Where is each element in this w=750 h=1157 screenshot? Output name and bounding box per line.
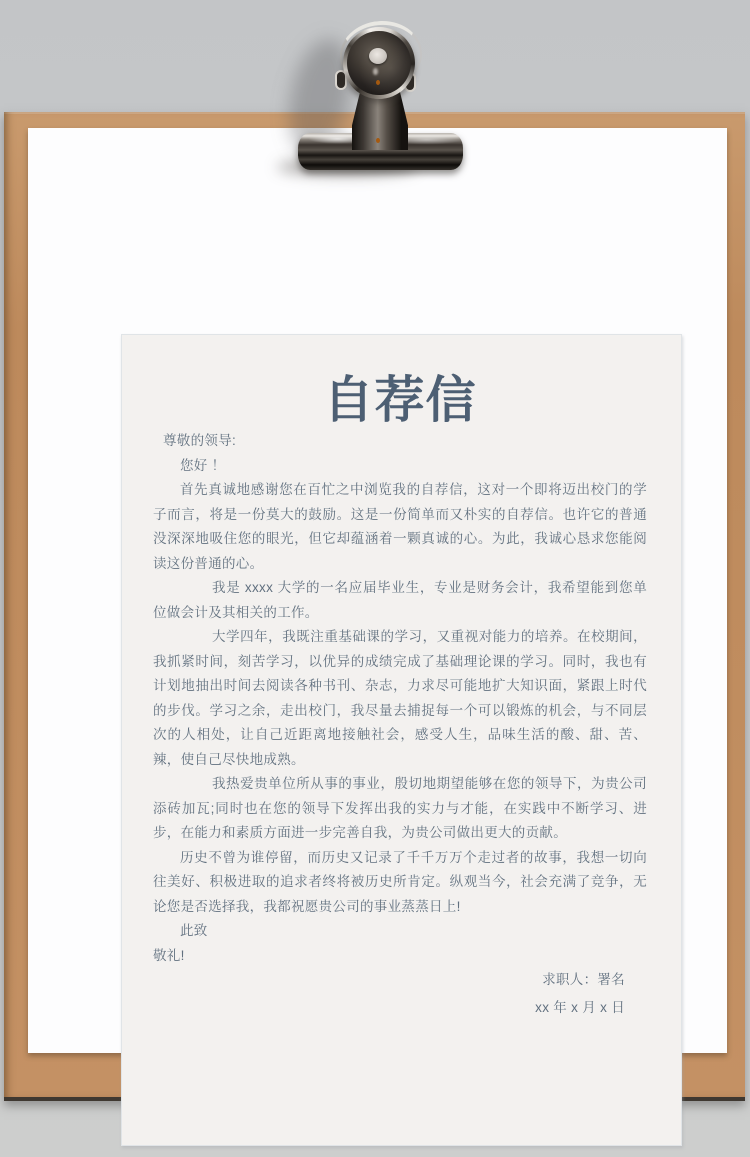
letter-sheet: [121, 334, 682, 1146]
signature-block: [153, 968, 647, 1020]
signature-date: xx 年 x 月 x 日: [535, 999, 625, 1015]
letter-paragraph: 我热爱贵单位所从事的事业，殷切地期望能够在您的领导下，为贵公司添砖加瓦;同时也在您的领导下发挥出我的实力与才能，在实践中不断学习、进步，在能力和素质方面进一步完善自我，为贵公司做出更大的贡献。: [153, 776, 647, 840]
letter-paragraph: 大学四年，我既注重基础课的学习，又重视对能力的培养。在校期间，我抓紧时间，刻苦学习，以优异的成绩完成了基础理论课的学习。同时，我也有计划地抽出时间去阅读各种书刊、杂志，力求尽可能地扩大知识面，紧跟上时代的步伐。学习之余，走出校门，我尽量去捕捉每一个可以锻炼的机会，与不同层次的人相处，让自己近距离地接触社会，感受人生，品味生活的酸、甜、苦、辣，使自己尽快地成熟。: [153, 629, 647, 767]
letter-paragraph: 我是 xxxx 大学的一名应届毕业生，专业是财务会计，我希望能到您单位做会计及其相关的工作。: [153, 580, 647, 620]
letter-paragraph: 历史不曾为谁停留，而历史又记录了千千万万个走过者的故事，我想一切向往美好、积极进取的追求者终将被历史所肯定。纵观当今，社会充满了竞争，无论您是否选择我，我都祝愿贵公司的事业蒸蒸日上!: [153, 849, 647, 914]
signature-name: 求职人：署名: [542, 972, 625, 987]
clip-knob-highlight: [373, 68, 378, 75]
paper-sheet: [28, 128, 727, 1053]
clip-rivet-dot: [376, 80, 380, 85]
clip-knob-hole: [369, 48, 387, 64]
closing-cizhi: 此致: [180, 923, 208, 938]
letter-paragraph: 首先真诚地感谢您在百忙之中浏览我的自荐信，这对一个即将迈出校门的学子而言，将是一份莫大的鼓励。这是一份简单而又朴实的自荐信。也许它的普通没深深地吸住您的眼光，但它却蕴涵着一颗真诚的心。为此，我诚心恳求您能阅读这份普通的心。: [153, 482, 647, 571]
salutation-line: 尊敬的领导:: [163, 433, 237, 448]
letter-content: [122, 371, 681, 1020]
clip-rivet-dot: [376, 138, 380, 143]
greeting-line: 您好 ！: [180, 457, 226, 473]
clip-knob: [343, 27, 415, 99]
letter-title: 自荐信: [323, 372, 477, 428]
binder-clip: [285, 8, 475, 178]
closing-jingli: 敬礼!: [153, 947, 185, 963]
